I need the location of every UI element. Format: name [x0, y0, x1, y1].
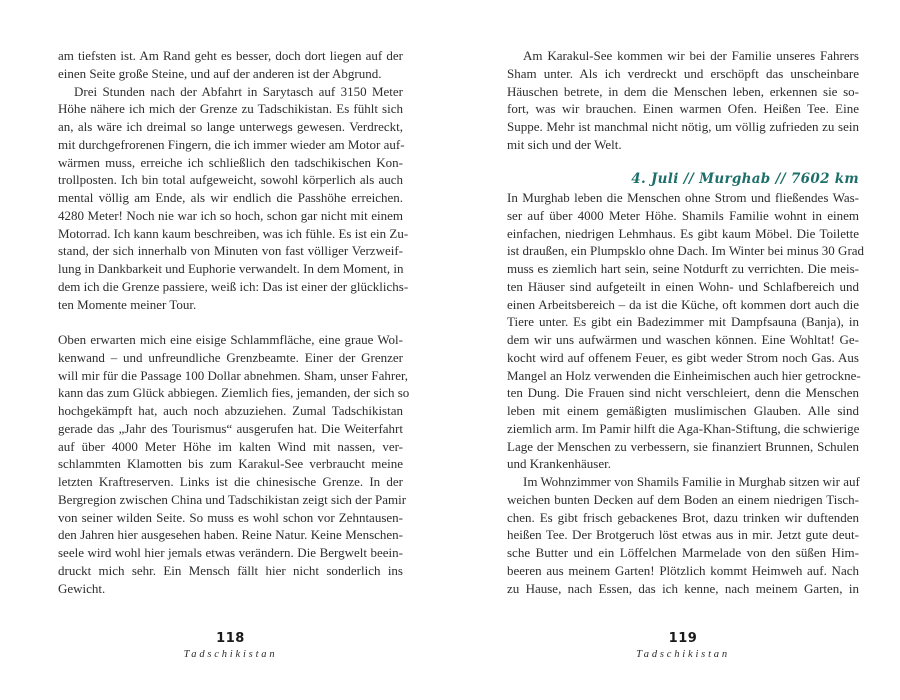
- text-line: wärmen muss, erreiche ich schließlich den tadschikischen Kon-: [58, 154, 403, 170]
- text-line: Tiere unter. Es gibt ein Badezimmer mit Dampfsauna (Banja), in: [507, 314, 859, 330]
- text-line: Mangel an Holz verwenden die Einheimischen auch hier getrockne-: [507, 367, 861, 383]
- text-line: Sham unter. Als ich verdreckt und erschöpft das unscheinbare: [507, 65, 859, 81]
- page-left: [58, 0, 410, 700]
- text-line: lung in Dankbarkeit und Euphorie verwandelt. In dem Moment, in: [58, 261, 404, 276]
- text-line: Höhe nähere ich mich der Grenze zu Tadschikistan. Es fühlt sich: [58, 101, 403, 117]
- text-line: chen. Es gibt frisch gebackenes Brot, dazu trinken wir duftenden: [507, 509, 859, 525]
- text-line: leben mit einem gemäßigten muslimischen Glauben. Alle sind: [507, 403, 859, 418]
- text-line: druckt mich sehr. Ein Mensch fällt hier nicht sonderlich ins: [58, 562, 403, 578]
- text-line: In Murghab leben die Menschen ohne Strom und fließendes Was-: [507, 190, 859, 205]
- text-line: einfachen, niedrigen Lehmhaus. Es gibt kaum Möbel. Die Toilette: [507, 225, 859, 241]
- page-number: 118: [216, 631, 245, 646]
- text-line: Gewicht.: [58, 580, 106, 596]
- text-line: an, als wäre ich dreimal so lange unterwegs gewesen. Verdreckt,: [58, 119, 403, 134]
- text-line: stand, der sich innerhalb von Minuten von fast völliger Verzweif-: [58, 243, 403, 259]
- text-line: ten Häuser sind aufgeteilt in einen Wohn- und Schlafbereich und: [507, 278, 859, 294]
- text-line: dem ich die Grenze passiere, weiß ich: Das ist einer der glücklichs-: [58, 278, 409, 294]
- text-line: und Krankenhäuser.: [507, 456, 611, 472]
- text-line: heißen Tee. Der Brotgeruch löst etwas aus in mir. Jetzt gute deut-: [507, 527, 859, 543]
- text-line: will mir für die Passage 100 Dollar abnehmen. Sham, unser Fahrer,: [58, 367, 409, 383]
- text-line: am tiefsten ist. Am Rand geht es besser, doch dort liegen auf der: [58, 48, 403, 63]
- text-line: Oben erwarten mich eine eisige Schlammfläche, eine graue Wol-: [58, 332, 403, 347]
- text-line: Lage der Menschen zu verbessern, sie finanziert Brunnen, Schulen: [507, 438, 859, 454]
- text-line: auf über 4000 Meter Höhe im kalten Wind mit nassen, ver-: [58, 438, 403, 454]
- text-line: Bergregion zwischen China und Tadschikistan zeigt sich der Pamir: [58, 491, 407, 507]
- text-line: Am Karakul-See kommen wir bei der Familie unseres Fahrers: [523, 48, 859, 63]
- page-right: [507, 0, 865, 700]
- text-line: dem wir uns aufwärmen und waschen können. Eine Wohltat! Ge-: [507, 332, 859, 347]
- page-right-footer: [507, 631, 859, 660]
- text-line: einen Seite große Steine, und auf der anderen ist der Abgrund.: [58, 65, 382, 81]
- text-line: Suppe. Mehr ist manchmal nicht nötig, um völlig zufrieden zu sein: [507, 119, 859, 134]
- page-right-text: [507, 47, 865, 597]
- text-line: einen Arbeitsbereich – da ist die Küche, oft kommen dort auch die: [507, 296, 859, 312]
- text-line: von seiner wilden Seite. So muss es wohl schon vor Zehntausen-: [58, 509, 403, 525]
- text-line: beeren aus meinem Garten! Plötzlich kommt Heimweh auf. Nach: [507, 562, 859, 578]
- chapter-label: Tadschikistan: [636, 649, 730, 660]
- text-line: Im Wohnzimmer von Shamils Familie in Murghab sitzen wir auf: [523, 474, 860, 489]
- text-line: ziemlich arm. Im Pamir hilft die Aga-Khan-Stiftung, die schwierige: [507, 420, 860, 436]
- page-left-footer: [58, 631, 403, 660]
- text-line: schlammten Klamotten bis zum Karakul-See verbraucht meine: [58, 456, 403, 472]
- text-line: fort, was wir brauchen. Einen warmen Ofen. Heißen Tee. Eine: [507, 101, 859, 117]
- text-line: Drei Stunden nach der Abfahrt in Sarytasch auf 3150 Meter: [74, 83, 403, 99]
- text-line: letzten Kraftreserven. Links ist die chinesische Grenze. In der: [58, 474, 403, 489]
- text-line: gerade das „Jahr des Tourismus“ ausgerufen hat. Die Weiterfahrt: [58, 420, 403, 436]
- text-line: hochgekämpft hat, auch noch abzuziehen. Zumal Tadschikistan: [58, 403, 403, 418]
- text-line: kenwand – und unfreundliche Grenzbeamte. Einer der Grenzer: [58, 349, 403, 365]
- text-line: mit durchgefrorenen Fingern, die ich immer wieder am Motor auf-: [58, 136, 405, 152]
- paragraph-spacer: [507, 154, 859, 172]
- text-line: weichen bunten Decken auf dem Boden an einem niedrigen Tisch-: [507, 491, 859, 507]
- text-line: Motorrad. Ich kann kaum beschreiben, was ich fühle. Es ist ein Zu-: [58, 225, 409, 241]
- text-line: ten Dung. Die Frauen sind nicht verschleiert, denn die Menschen: [507, 385, 859, 401]
- text-line: muss es ziemlich hart sein, seine Notdurft zu verrichten. Die meis-: [507, 261, 859, 276]
- text-line: 4280 Meter! Noch nie war ich so hoch, schon gar nicht mit einem: [58, 207, 403, 223]
- text-line: mental völlig am Ende, als wir endlich die Passhöhe erreichen.: [58, 190, 403, 205]
- page-left-text: [58, 47, 410, 597]
- text-line: mit sich und der Welt.: [507, 136, 622, 152]
- text-line: kocht wird auf offenem Feuer, es gibt weder Strom noch Gas. Aus: [507, 349, 859, 365]
- page-number: 119: [668, 631, 698, 646]
- text-line: Häuschen betrete, in dem die Menschen leben, erkennen sie so-: [507, 83, 859, 99]
- text-line: ser auf über 4000 Meter Höhe. Shamils Familie wohnt in einem: [507, 207, 859, 223]
- text-line: ist draußen, ein Plumpsklo ohne Dach. Im Winter bei minus 30 Grad: [507, 243, 865, 259]
- text-line: sche Butter und ein Löffelchen Marmelade von den süßen Him-: [507, 545, 859, 560]
- text-line: seele wird wohl hier jemals etwas verändern. Die Bergwelt beein-: [58, 545, 403, 560]
- date-location-heading: 4. Juli // Murghab // 7602 km: [631, 171, 859, 188]
- text-line: zu Hause, nach Essen, das ich kenne, nach meinem Garten, in: [507, 580, 859, 596]
- text-line: ten Momente meiner Tour.: [58, 296, 197, 312]
- chapter-label: Tadschikistan: [183, 649, 278, 660]
- text-line: den Jahren hier ausgesehen haben. Reine Natur. Keine Menschen-: [58, 527, 403, 543]
- text-line: trollposten. Ich bin total aufgeweicht, sowohl körperlich als auch: [58, 172, 403, 188]
- paragraph-spacer: [58, 313, 403, 331]
- text-line: kann das zum Glück abbiegen. Ziemlich fies, jemanden, der sich so: [58, 385, 410, 401]
